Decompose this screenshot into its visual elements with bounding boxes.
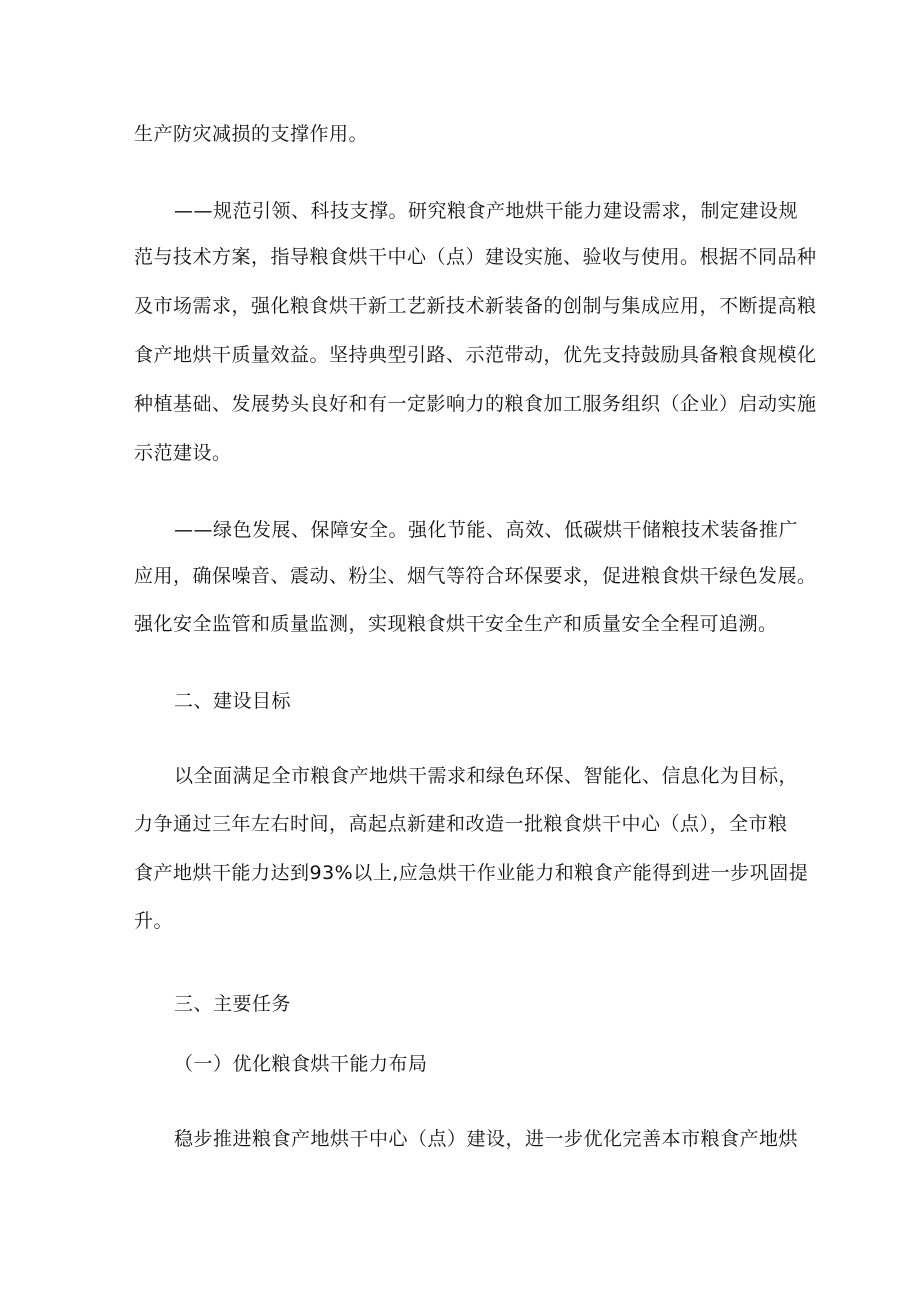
paragraph-line: ——规范引领、科技支撑。研究粮食产地烘干能力建设需求，制定建设规 bbox=[174, 200, 799, 222]
paragraph-line: 食产地烘干质量效益。坚持典型引路、示范带动，优先支持鼓励具备粮食规模化 bbox=[134, 344, 817, 366]
paragraph-line: 范与技术方案，指导粮食烘干中心（点）建设实施、验收与使用。根据不同品种 bbox=[134, 246, 817, 268]
paragraph-line: 应用，确保噪音、震动、粉尘、烟气等符合环保要求，促进粮食烘干绿色发展。 bbox=[134, 565, 817, 587]
paragraph-line: 食产地烘干能力达到93%以上,应急烘干作业能力和粮食产能得到进一步巩固提 bbox=[134, 862, 809, 884]
section-heading: 二、建设目标 bbox=[174, 690, 292, 712]
paragraph-line: 以全面满足全市粮食产地烘干需求和绿色环保、智能化、信息化为目标， bbox=[174, 765, 799, 787]
paragraph-line: 升。 bbox=[134, 910, 174, 932]
paragraph-line: 稳步推进粮食产地烘干中心（点）建设，进一步优化完善本市粮食产地烘 bbox=[174, 1128, 799, 1150]
paragraph-line: 示范建设。 bbox=[134, 442, 232, 464]
paragraph-line: 强化安全监管和质量监测，实现粮食烘干安全生产和质量安全全程可追溯。 bbox=[134, 613, 778, 635]
subsection-heading: （一）优化粮食烘干能力布局 bbox=[174, 1053, 428, 1075]
section-heading: 三、主要任务 bbox=[174, 993, 292, 1015]
paragraph-line: 种植基础、发展势头良好和有一定影响力的粮食加工服务组织（企业）启动实施 bbox=[134, 393, 817, 415]
paragraph-line: 及市场需求，强化粮食烘干新工艺新技术新装备的创制与集成应用，不断提高粮 bbox=[134, 295, 817, 317]
paragraph-line: ——绿色发展、保障安全。强化节能、高效、低碳烘干储粮技术装备推广 bbox=[174, 519, 799, 541]
paragraph-line: 生产防灾减损的支撑作用。 bbox=[134, 123, 369, 145]
paragraph-line: 力争通过三年左右时间，高起点新建和改造一批粮食烘干中心（点），全市粮 bbox=[134, 813, 788, 835]
